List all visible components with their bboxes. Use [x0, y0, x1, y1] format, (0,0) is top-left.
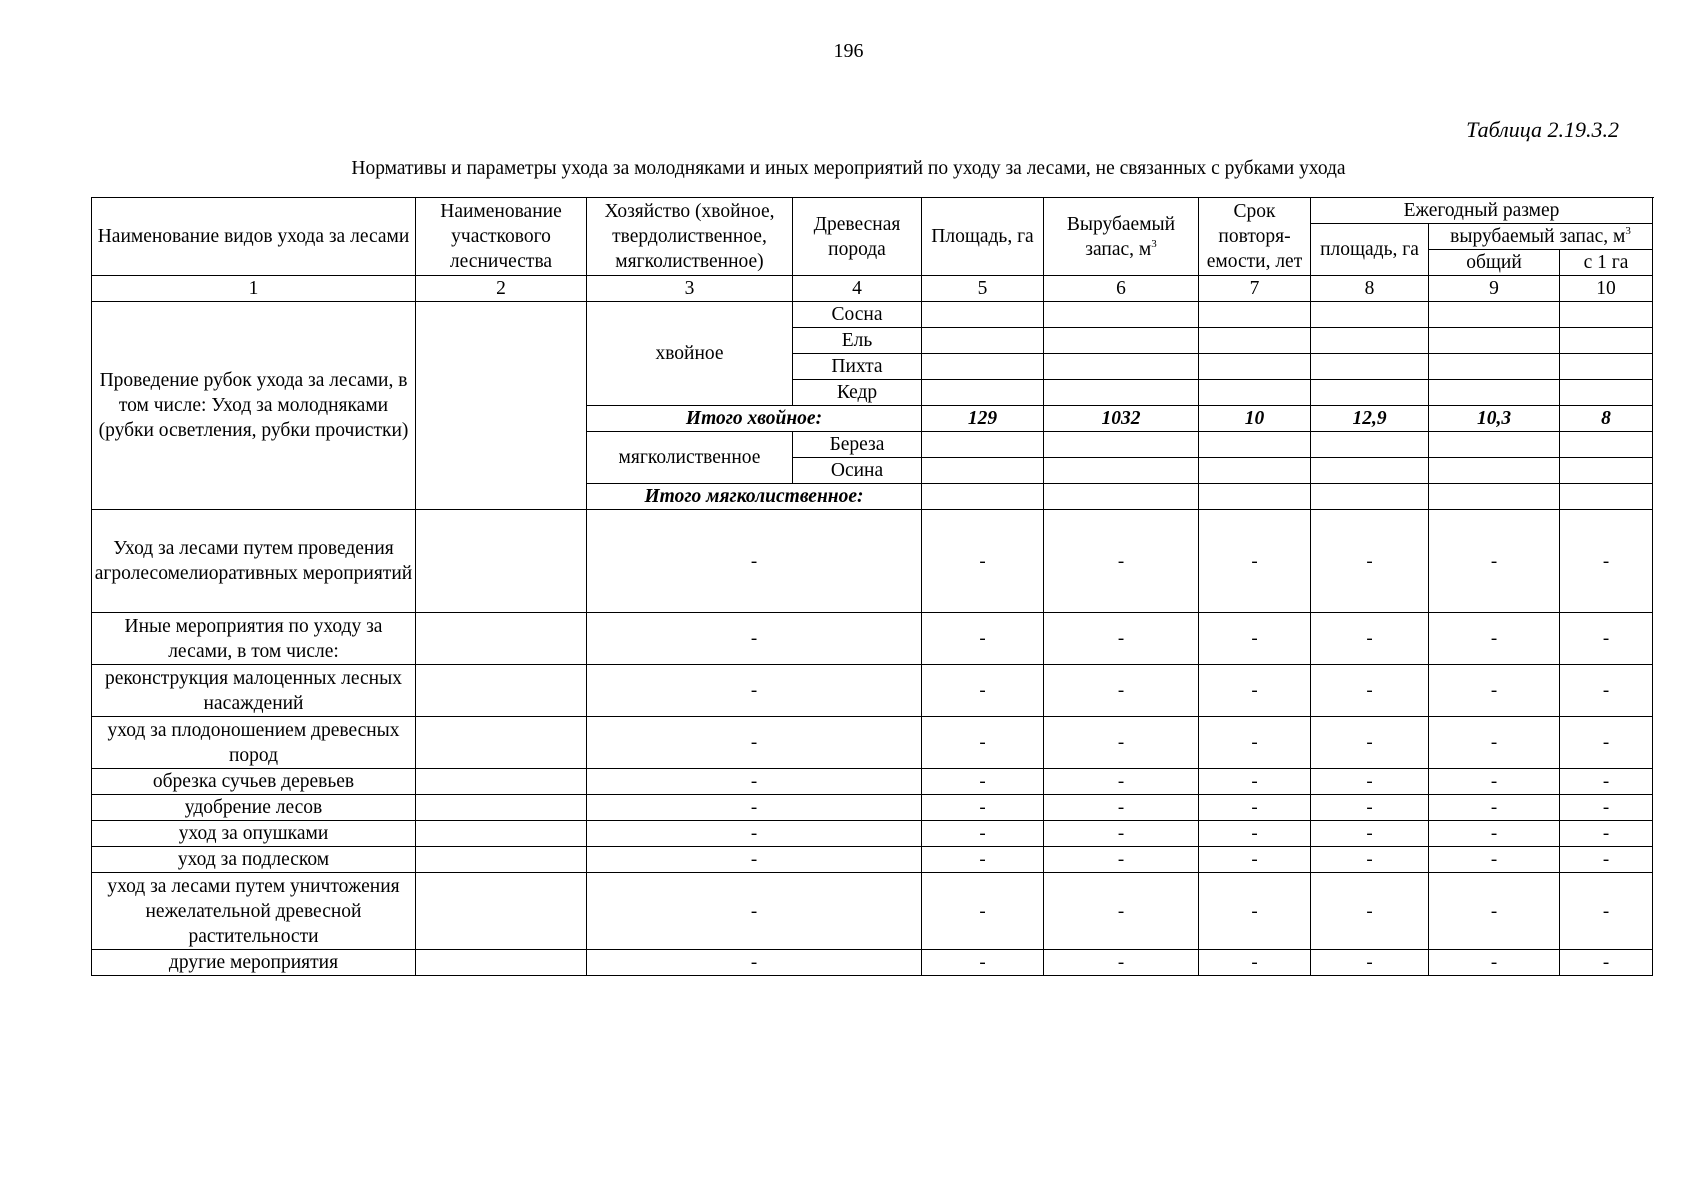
table-row [92, 873, 1653, 950]
dash-cell: - [1429, 821, 1560, 847]
dash-cell: - [1044, 613, 1199, 665]
care-type-name: реконструкция малоценных лесных насаждений [92, 665, 416, 717]
header-annual-area: площадь, га [1311, 224, 1429, 276]
header-annual-stock [1429, 224, 1653, 250]
dash-cell: - [1311, 510, 1429, 613]
empty-cell [1311, 354, 1429, 380]
table-row [92, 795, 1653, 821]
empty-cell [1199, 328, 1311, 354]
empty-cell [922, 328, 1044, 354]
dash-cell: - [587, 769, 922, 795]
dash-cell: - [587, 717, 922, 769]
header-repeat-period: Срок повторя-емости, лет [1199, 198, 1311, 276]
conifer-total-period: 10 [1199, 406, 1311, 432]
dash-cell: - [1560, 950, 1653, 976]
dash-cell: - [922, 717, 1044, 769]
empty-cell [416, 613, 587, 665]
empty-cell [416, 873, 587, 950]
column-number: 2 [416, 276, 587, 302]
dash-cell: - [1560, 717, 1653, 769]
header-type-of-care: Наименование видов ухода за лесами [92, 198, 416, 276]
column-number: 3 [587, 276, 793, 302]
dash-cell: - [1429, 665, 1560, 717]
dash-cell: - [1560, 795, 1653, 821]
column-number: 5 [922, 276, 1044, 302]
dash-cell: - [1311, 873, 1429, 950]
empty-cell [922, 380, 1044, 406]
conifer-total-stock-per-ha: 8 [1560, 406, 1653, 432]
dash-cell: - [1044, 795, 1199, 821]
header-felled-stock-sup: 3 [1151, 237, 1157, 250]
dash-cell: - [587, 795, 922, 821]
header-farm-type: Хозяйство (хвойное, твердолиственное, мягколиственное) [587, 198, 793, 276]
empty-cell [1560, 432, 1653, 458]
table-row [92, 950, 1653, 976]
dash-cell: - [1429, 873, 1560, 950]
dash-cell: - [1044, 821, 1199, 847]
empty-cell [1560, 328, 1653, 354]
dash-cell: - [1311, 950, 1429, 976]
empty-cell [1429, 458, 1560, 484]
dash-cell: - [922, 769, 1044, 795]
empty-cell [1044, 484, 1199, 510]
empty-cell [1044, 354, 1199, 380]
empty-cell [416, 795, 587, 821]
dash-cell: - [1199, 847, 1311, 873]
dash-cell: - [1560, 613, 1653, 665]
empty-cell [922, 432, 1044, 458]
empty-cell [1044, 458, 1199, 484]
farm-conifer: хвойное [587, 302, 793, 406]
column-number: 10 [1560, 276, 1653, 302]
dash-cell: - [1044, 665, 1199, 717]
empty-cell [416, 769, 587, 795]
dash-cell: - [1044, 873, 1199, 950]
column-number: 1 [92, 276, 416, 302]
dash-cell: - [587, 510, 922, 613]
dash-cell: - [1044, 717, 1199, 769]
empty-cell [1199, 484, 1311, 510]
column-number: 9 [1429, 276, 1560, 302]
dash-cell: - [1429, 769, 1560, 795]
care-type-name: уход за лесами путем уничтожения нежелательной древесной растительности [92, 873, 416, 950]
table-row [92, 847, 1653, 873]
species-cell: Ель [793, 328, 922, 354]
column-number: 8 [1311, 276, 1429, 302]
empty-cell [1044, 328, 1199, 354]
empty-cell [922, 302, 1044, 328]
empty-cell [1044, 380, 1199, 406]
dash-cell: - [922, 510, 1044, 613]
empty-cell [1560, 484, 1653, 510]
softwood-total-label: Итого мягколиственное: [587, 484, 922, 510]
table-row [92, 302, 1653, 328]
header-row-1 [92, 198, 1653, 224]
dash-cell: - [1311, 769, 1429, 795]
forestry-district-cell [416, 302, 587, 510]
empty-cell [416, 821, 587, 847]
species-cell: Пихта [793, 354, 922, 380]
table-row [92, 821, 1653, 847]
empty-cell [1560, 302, 1653, 328]
conifer-total-label: Итого хвойное: [587, 406, 922, 432]
header-stock-per-ha: с 1 га [1560, 250, 1653, 276]
dash-cell: - [1199, 873, 1311, 950]
empty-cell [1560, 354, 1653, 380]
dash-cell: - [1044, 950, 1199, 976]
dash-cell: - [587, 873, 922, 950]
empty-cell [922, 354, 1044, 380]
empty-cell [922, 458, 1044, 484]
header-felled-stock-text: Вырубаемый запас, м [1066, 213, 1176, 260]
empty-cell [416, 665, 587, 717]
empty-cell [1311, 432, 1429, 458]
table-row [92, 769, 1653, 795]
dash-cell: - [922, 795, 1044, 821]
dash-cell: - [1429, 613, 1560, 665]
dash-cell: - [1199, 950, 1311, 976]
table-row [92, 717, 1653, 769]
care-type-name: Иные мероприятия по уходу за лесами, в том числе: [92, 613, 416, 665]
empty-cell [1560, 380, 1653, 406]
empty-cell [1199, 458, 1311, 484]
page-number: 196 [833, 40, 864, 62]
dash-cell: - [587, 665, 922, 717]
empty-cell [1429, 432, 1560, 458]
dash-cell: - [1429, 795, 1560, 821]
empty-cell [1429, 328, 1560, 354]
empty-cell [1311, 328, 1429, 354]
column-number: 6 [1044, 276, 1199, 302]
dash-cell: - [1311, 665, 1429, 717]
dash-cell: - [1429, 717, 1560, 769]
thinning-care-name: Проведение рубок ухода за лесами, в том числе: Уход за молодняками (рубки осветления, рубки прочистки) [92, 302, 416, 510]
dash-cell: - [1311, 847, 1429, 873]
table-title: Нормативы и параметры ухода за молодняками и иных мероприятий по уходу за лесами, не связанных с рубками ухода [351, 158, 1346, 179]
empty-cell [1044, 432, 1199, 458]
dash-cell: - [1311, 717, 1429, 769]
farm-softwood: мягколиственное [587, 432, 793, 484]
dash-cell: - [1199, 769, 1311, 795]
conifer-total-stock: 1032 [1044, 406, 1199, 432]
dash-cell: - [922, 821, 1044, 847]
empty-cell [416, 847, 587, 873]
column-number: 7 [1199, 276, 1311, 302]
dash-cell: - [1429, 510, 1560, 613]
dash-cell: - [922, 847, 1044, 873]
header-annual-stock-sup: 3 [1625, 225, 1631, 237]
care-type-name: уход за опушками [92, 821, 416, 847]
empty-cell [1429, 484, 1560, 510]
dash-cell: - [1199, 717, 1311, 769]
empty-cell [1311, 380, 1429, 406]
dash-cell: - [1199, 613, 1311, 665]
dash-cell: - [587, 613, 922, 665]
dash-cell: - [1311, 795, 1429, 821]
forest-care-table [91, 197, 1653, 976]
species-cell: Осина [793, 458, 922, 484]
dash-cell: - [587, 950, 922, 976]
care-type-name: уход за плодоношением древесных пород [92, 717, 416, 769]
dash-cell: - [1560, 665, 1653, 717]
table-number: Таблица 2.19.3.2 [1466, 117, 1619, 142]
dash-cell: - [1560, 769, 1653, 795]
dash-cell: - [922, 613, 1044, 665]
empty-cell [922, 484, 1044, 510]
header-annual-stock-text: вырубаемый запас, м [1450, 226, 1626, 247]
dash-cell: - [1044, 510, 1199, 613]
species-cell: Береза [793, 432, 922, 458]
dash-cell: - [922, 950, 1044, 976]
dash-cell: - [922, 665, 1044, 717]
dash-cell: - [587, 847, 922, 873]
empty-cell [1044, 302, 1199, 328]
care-type-name: удобрение лесов [92, 795, 416, 821]
dash-cell: - [1199, 795, 1311, 821]
conifer-total-annual-area: 12,9 [1311, 406, 1429, 432]
empty-cell [1199, 302, 1311, 328]
dash-cell: - [922, 873, 1044, 950]
empty-cell [1429, 302, 1560, 328]
dash-cell: - [1311, 613, 1429, 665]
header-annual-size: Ежегодный размер [1311, 198, 1653, 224]
care-type-name: Уход за лесами путем проведения агролесомелиоративных мероприятий [92, 510, 416, 613]
dash-cell: - [1429, 950, 1560, 976]
empty-cell [416, 950, 587, 976]
dash-cell: - [1560, 510, 1653, 613]
header-tree-species: Древесная порода [793, 198, 922, 276]
dash-cell: - [1560, 873, 1653, 950]
header-area: Площадь, га [922, 198, 1044, 276]
empty-cell [1311, 458, 1429, 484]
empty-cell [1199, 380, 1311, 406]
care-type-name: другие мероприятия [92, 950, 416, 976]
species-cell: Кедр [793, 380, 922, 406]
dash-cell: - [1311, 821, 1429, 847]
empty-cell [1311, 484, 1429, 510]
dash-cell: - [1044, 847, 1199, 873]
dash-cell: - [1560, 847, 1653, 873]
conifer-total-annual-stock: 10,3 [1429, 406, 1560, 432]
empty-cell [416, 510, 587, 613]
dash-cell: - [587, 821, 922, 847]
dash-cell: - [1044, 769, 1199, 795]
table-row [92, 613, 1653, 665]
dash-cell: - [1429, 847, 1560, 873]
header-forestry-district: Наименование участкового лесничества [416, 198, 587, 276]
empty-cell [1199, 354, 1311, 380]
empty-cell [1311, 302, 1429, 328]
column-number-row [92, 276, 1653, 302]
empty-cell [416, 717, 587, 769]
care-type-name: обрезка сучьев деревьев [92, 769, 416, 795]
dash-cell: - [1199, 821, 1311, 847]
dash-cell: - [1560, 821, 1653, 847]
dash-cell: - [1199, 510, 1311, 613]
table-row [92, 510, 1653, 613]
dash-cell: - [1199, 665, 1311, 717]
table-row [92, 665, 1653, 717]
care-type-name: уход за подлеском [92, 847, 416, 873]
column-number: 4 [793, 276, 922, 302]
empty-cell [1429, 354, 1560, 380]
empty-cell [1199, 432, 1311, 458]
header-stock-total: общий [1429, 250, 1560, 276]
header-felled-stock [1044, 198, 1199, 276]
empty-cell [1560, 458, 1653, 484]
conifer-total-area: 129 [922, 406, 1044, 432]
empty-cell [1429, 380, 1560, 406]
species-cell: Сосна [793, 302, 922, 328]
